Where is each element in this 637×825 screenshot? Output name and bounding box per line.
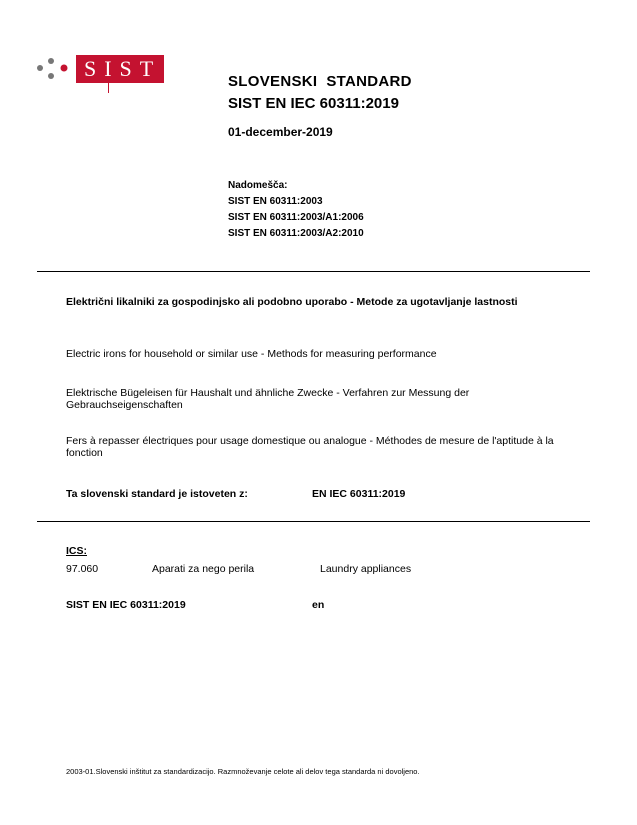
replaced-standard: SIST EN 60311:2003/A2:2010 <box>228 228 364 239</box>
title-french: Fers à repasser électriques pour usage domestique ou analogue - Méthodes de mesure de l'aptitude à la fonction <box>66 435 554 459</box>
standard-code: SIST EN IEC 60311:2019 <box>66 599 186 611</box>
ics-code: 97.060 <box>66 563 99 575</box>
bottom-divider <box>37 521 590 522</box>
logo-divider <box>108 83 109 93</box>
replaces-block <box>228 178 364 242</box>
ics-label: ICS: <box>66 545 87 557</box>
ics-description-en: Laundry appliances <box>320 563 412 575</box>
title-german: Elektrische Bügeleisen für Haushalt und ähnliche Zwecke - Verfahren zur Messung der Gebrauchseigenschaften <box>66 387 470 411</box>
standard-language: en <box>312 599 325 611</box>
title-english: Electric irons for household or similar use - Methods for measuring performance <box>66 348 437 360</box>
top-divider <box>37 271 590 272</box>
ics-description-sl: Aparati za nego perila <box>152 563 255 575</box>
identical-value: EN IEC 60311:2019 <box>312 488 406 500</box>
document-type-title: SLOVENSKI STANDARD <box>228 73 412 90</box>
publication-date: 01-december-2019 <box>228 125 333 139</box>
copyright-footer: 2003-01.Slovenski inštitut za standardizacijo. Razmnoževanje celote ali delov tega standarda ni dovoljeno. <box>66 767 420 776</box>
standard-code-title: SIST EN IEC 60311:2019 <box>228 95 399 112</box>
replaced-standard: SIST EN 60311:2003 <box>228 196 323 207</box>
replaces-label: Nadomešča: <box>228 180 288 191</box>
replaced-standard: SIST EN 60311:2003/A1:2006 <box>228 212 364 223</box>
sist-logo: SIST <box>76 55 164 83</box>
identical-label: Ta slovenski standard je istoveten z: <box>66 488 248 500</box>
title-slovenian: Električni likalniki za gospodinjsko ali podobno uporabo - Metode za ugotavljanje lastnosti <box>66 296 518 308</box>
sist-logo-dots-icon <box>32 56 72 90</box>
